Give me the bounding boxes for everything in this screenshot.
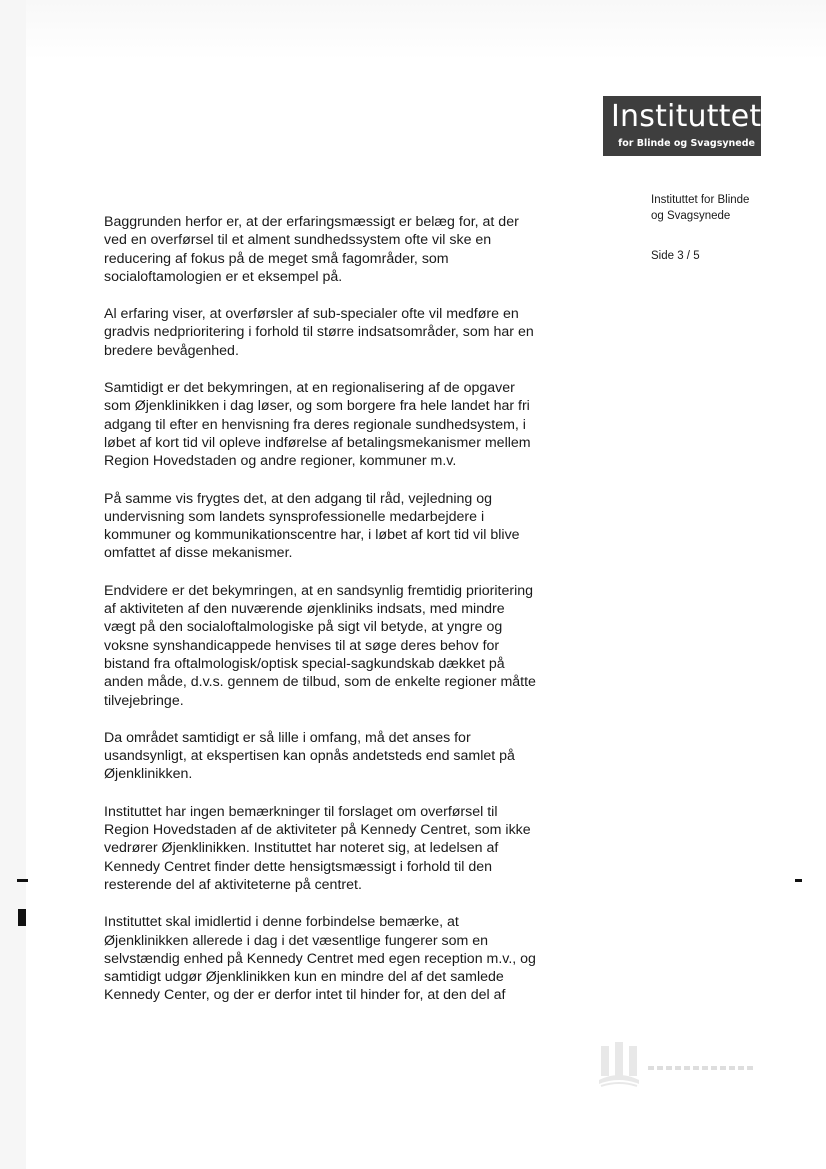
text-line: Samtidigt er det bekymringen, at en regionalisering af de opgaver	[104, 380, 515, 397]
text-line: samtidigt udgør Øjenklinikken kun en mindre del af det samlede	[104, 969, 504, 986]
text-line: adgang til efter en henvisning fra deres regionale sundhedsystem, i	[104, 416, 526, 433]
text-line: løbet af kort tid vil opleve indførelse af betalingsmekanismer mellem	[104, 434, 531, 451]
scan-top-shade	[0, 0, 826, 60]
text-line: selvstændig enhed på Kennedy Centret med egen reception m.v., og	[104, 950, 536, 967]
text-line: vægt på den socialoftalmologiske på sigt vil betyde, at yngre og	[104, 619, 503, 636]
text-line: Øjenklinikken allerede i dag i det væsentlige fungerer som en	[104, 932, 489, 949]
watermark-text-trace	[648, 1066, 753, 1070]
text-line: gradvis nedprioritering i forhold til større indsatsområder, som har en	[104, 324, 534, 341]
text-line: Region Hovedstaden af de aktiviteter på Kennedy Centret, som ikke	[104, 822, 531, 839]
text-line: reducering af fokus på de meget små fagområder, som	[104, 250, 449, 267]
text-line: Baggrunden herfor er, at der erfaringsmæssigt er belæg for, at der	[104, 214, 519, 230]
watermark-seal-icon	[597, 1040, 641, 1090]
sender-organization: Instituttet for Blinde og Svagsynede	[651, 194, 750, 222]
logo-subtitle: for Blinde og Svagsynede	[618, 138, 755, 149]
text-line: Endvidere er det bekymringen, at en sandsynlig fremtidig prioritering	[104, 582, 533, 599]
text-line: usandsynligt, at ekspertisen kan opnås andetsteds end samlet på	[104, 748, 515, 765]
logo-title: Instituttet	[611, 99, 762, 134]
text-line: Øjenklinikken.	[104, 766, 193, 783]
text-line: Da området samtidigt er så lille i omfang, må det anses for	[104, 729, 471, 746]
text-line: Region Hovedstaden og andre regioner, kommuner m.v.	[104, 453, 457, 470]
paragraph	[104, 803, 584, 894]
text-line: På samme vis frygtes det, at den adgang til råd, vejledning og	[104, 490, 493, 507]
text-line: anden måde, d.v.s. gennem de tilbud, som de enkelte regioner måtte	[104, 674, 536, 691]
paragraph	[104, 729, 584, 784]
text-line: som Øjenklinikken i dag løser, og som borgere fra hele landet har fri	[104, 398, 530, 415]
text-line: socialoftamologien er et eksempel på.	[104, 268, 343, 285]
letter-body	[104, 213, 584, 1024]
text-line: voksne synshandicappede henvises til at søge deres behov for	[104, 637, 500, 654]
paragraph	[104, 379, 584, 470]
text-line: Kennedy Center, og der er derfor intet til hinder for, at den del af	[104, 987, 506, 1004]
text-line: kommuner og kommunikationscentre har, i løbet af kort tid vil blive	[104, 527, 520, 544]
text-line: omfattet af disse mekanismer.	[104, 545, 293, 562]
paragraph	[104, 582, 584, 710]
paragraph	[104, 213, 584, 286]
text-line: vedrører Øjenklinikken. Instituttet har noteret sig, at ledelsen af	[104, 840, 499, 857]
text-line: resterende del af aktiviteterne på centret.	[104, 876, 362, 893]
text-line: Al erfaring viser, at overførsler af sub-specialer ofte vil medføre en	[104, 306, 519, 323]
text-line: tilvejebringe.	[104, 692, 184, 709]
scan-left-shade	[0, 0, 26, 1169]
paragraph	[104, 490, 584, 563]
scan-margin-mark	[17, 879, 28, 882]
page-number: Side 3 / 5	[651, 250, 700, 262]
scan-margin-mark	[795, 879, 802, 882]
letter-sidebar	[651, 192, 791, 264]
text-line: af aktiviteten af den nuværende øjenkliniks indsats, med mindre	[104, 601, 505, 618]
paragraph	[104, 305, 584, 360]
text-line: bredere bevågenhed.	[104, 342, 239, 359]
text-line: Kennedy Centret finder dette hensigtsmæssigt i forhold til den	[104, 858, 493, 875]
scan-margin-mark	[18, 909, 26, 926]
text-line: ved en overførsel til et alment sundhedssystem ofte vil ske en	[104, 232, 492, 249]
text-line: undervisning som landets synsprofessionelle medarbejdere i	[104, 508, 485, 525]
paragraph	[104, 913, 584, 1004]
text-line: Instituttet har ingen bemærkninger til forslaget om overførsel til	[104, 803, 498, 820]
institute-logo	[603, 96, 761, 156]
text-line: Instituttet skal imidlertid i denne forbindelse bemærke, at	[104, 914, 459, 931]
text-line: bistand fra oftalmologisk/optisk special-sagkundskab dækket på	[104, 655, 505, 672]
